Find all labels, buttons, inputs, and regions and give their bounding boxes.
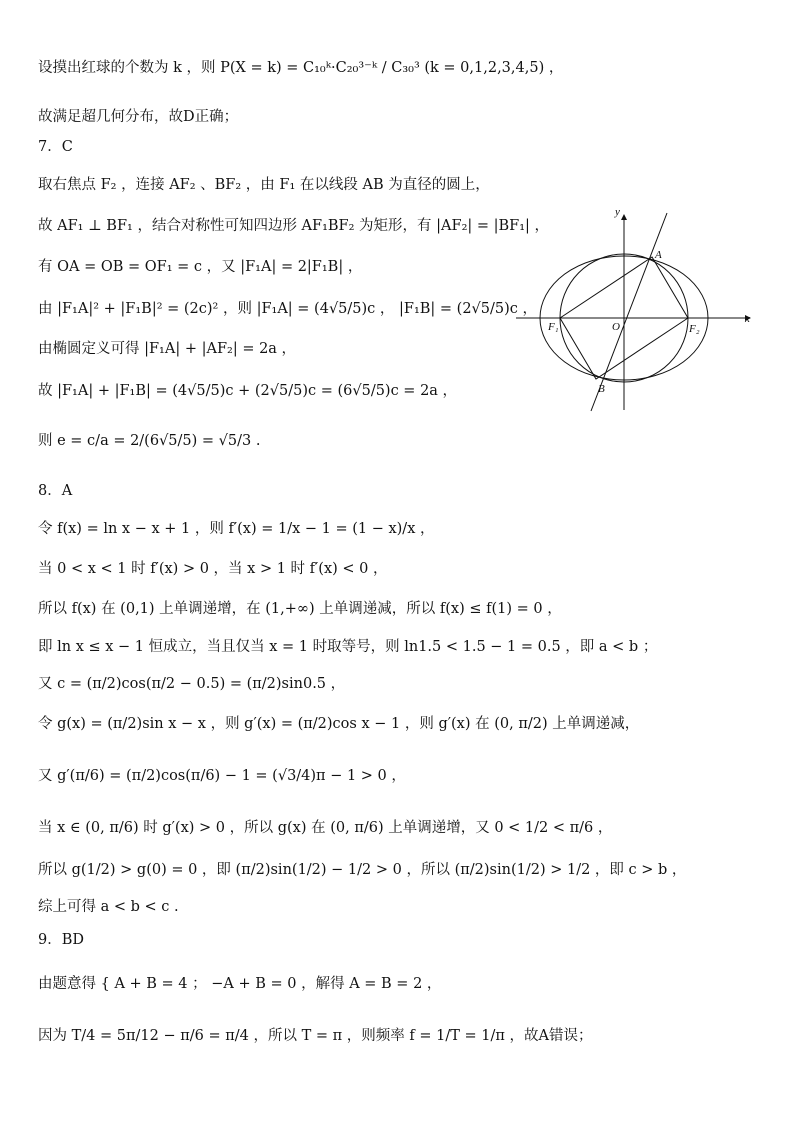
text-line: 令 f(x) = ln x − x + 1 ，则 f′(x) = 1/x − 1 = (1 − x)/x ， [38, 521, 435, 537]
text-line: 有 OA = OB = OF₁ = c ，又 |F₁A| = 2|F₁B| ， [38, 259, 363, 275]
text-line: 故 AF₁ ⊥ BF₁ ，结合对称性可知四边形 AF₁BF₂ 为矩形，有 |AF₂| = |BF₁| ， [38, 218, 550, 234]
text-line: 综上可得 a < b < c . [38, 899, 179, 915]
text-line: 所以 g(1/2) > g(0) = 0 ，即 (π/2)sin(1/2) − 1/2 > 0 ，所以 (π/2)sin(1/2) > 1/2 ，即 c > b ， [38, 862, 687, 878]
ellipse-figure [512, 205, 757, 415]
text-line: 故满足超几何分布，故D正确； [38, 109, 239, 125]
question-number-9: 9．BD [38, 932, 85, 948]
focus-f1-label: F₁ [548, 321, 559, 333]
question-number-8: 8．A [38, 483, 73, 499]
text-line: 当 x ∈ (0, π/6) 时 g′(x) > 0 ，所以 g(x) 在 (0, π/6) 上单调递增，又 0 < 1/2 < π/6 ， [38, 820, 613, 836]
x-axis-label: x [745, 313, 750, 325]
text-line: 又 c = (π/2)cos(π/2 − 0.5) = (π/2)sin0.5 ， [38, 676, 346, 692]
text-line: 又 g′(π/6) = (π/2)cos(π/6) − 1 = (√3/4)π − 1 > 0 ， [38, 768, 406, 784]
text-line: 令 g(x) = (π/2)sin x − x ，则 g′(x) = (π/2)cos x − 1 ，则 g′(x) 在 (0, π/2) 上单调递减， [38, 716, 640, 732]
line-ab [591, 213, 667, 411]
text-line: 由 |F₁A|² + |F₁B|² = (2c)² ，则 |F₁A| = (4√5/5)c ， |F₁B| = (2√5/5)c ， [38, 301, 538, 317]
text-line: 故 |F₁A| + |F₁B| = (4√5/5)c + (2√5/5)c = (6√5/5)c = 2a ， [38, 383, 458, 399]
text-line: 设摸出红球的个数为 k ，则 P(X = k) = C₁₀ᵏ·C₂₀³⁻ᵏ / C₃₀³ (k = 0,1,2,3,4,5) ， [38, 60, 564, 76]
text-line: 当 0 < x < 1 时 f′(x) > 0 ，当 x > 1 时 f′(x) < 0 ， [38, 561, 388, 577]
text-line: 由题意得 { A + B = 4 ； −A + B = 0 ，解得 A = B = 2 ， [38, 976, 442, 992]
point-a-label: A [655, 249, 662, 261]
text-line: 因为 T/4 = 5π/12 − π/6 = π/4 ，所以 T = π ，则频率 f = 1/T = 1/π ，故A错误； [38, 1028, 593, 1044]
origin-label: O [612, 321, 620, 333]
text-line: 所以 f(x) 在 (0,1) 上单调递增，在 (1,+∞) 上单调递减，所以 f(x) ≤ f(1) = 0 ， [38, 601, 562, 617]
text-line: 则 e = c/a = 2/(6√5/5) = √5/3 . [38, 433, 261, 449]
text-line: 即 ln x ≤ x − 1 恒成立，当且仅当 x = 1 时取等号，则 ln1.5 < 1.5 − 1 = 0.5 ，即 a < b ； [38, 639, 658, 655]
focus-f2-label: F₂ [689, 323, 700, 335]
y-axis-label: y [615, 206, 620, 218]
text-line: 由椭圆定义可得 |F₁A| + |AF₂| = 2a ， [38, 341, 297, 357]
point-b-label: B [598, 383, 605, 395]
question-number-7: 7．C [38, 139, 73, 155]
text-line: 取右焦点 F₂ ，连接 AF₂ 、BF₂ ，由 F₁ 在以线段 AB 为直径的圆上， [38, 177, 490, 193]
